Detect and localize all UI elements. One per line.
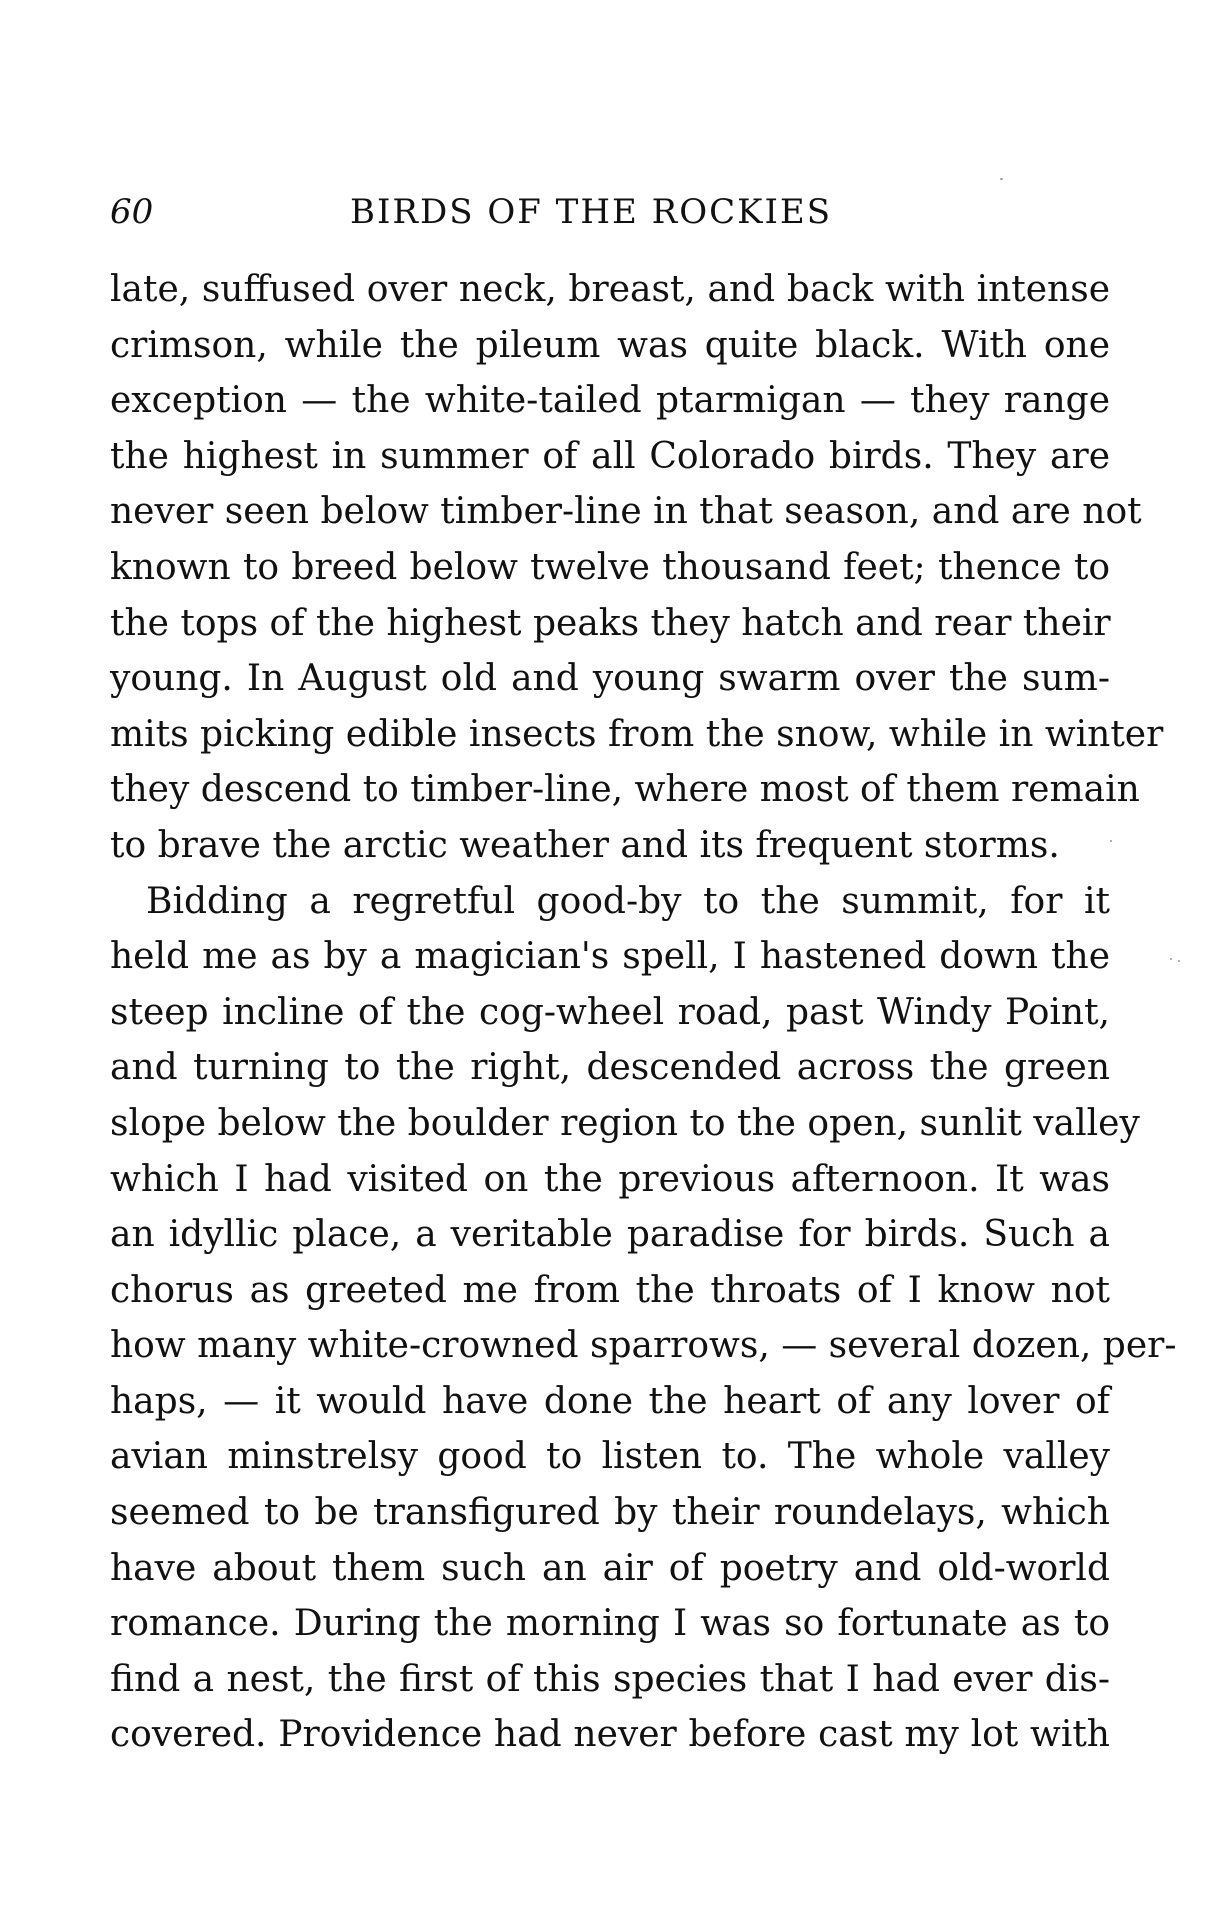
paragraph bbox=[110, 874, 1177, 1764]
text-line: exception — the white-tailed ptarmigan — they range bbox=[110, 380, 1110, 422]
text-line: avian minstrelsy good to listen to. The whole valley bbox=[110, 1436, 1110, 1478]
page-number: 60 bbox=[110, 192, 154, 232]
text-line: to brave the arctic weather and its frequent storms. bbox=[110, 824, 1060, 866]
text-line: an idyllic place, a veritable paradise for birds. Such a bbox=[110, 1214, 1110, 1256]
text-line: known to breed below twelve thousand feet; thence to bbox=[110, 546, 1110, 588]
text-line: the highest in summer of all Colorado birds. They are bbox=[110, 435, 1110, 477]
text-line: and turning to the right, descended across the green bbox=[110, 1047, 1110, 1089]
text-line: the tops of the highest peaks they hatch and rear their bbox=[110, 602, 1111, 644]
scan-speck bbox=[1178, 960, 1180, 962]
scan-speck bbox=[1170, 958, 1172, 960]
text-line: mits picking edible insects from the snow, while in winter bbox=[110, 713, 1164, 755]
text-line: crimson, while the pileum was quite black. With one bbox=[110, 324, 1110, 366]
text-line: haps, — it would have done the heart of any lover of bbox=[110, 1380, 1110, 1422]
text-line: they descend to timber-line, where most of them remain bbox=[110, 769, 1140, 811]
text-line: which I had visited on the previous afternoon. It was bbox=[110, 1158, 1110, 1200]
running-head: BIRDS OF THE ROCKIES bbox=[350, 192, 833, 232]
text-line: chorus as greeted me from the throats of I know not bbox=[110, 1269, 1110, 1311]
text-line: Bidding a regretful good-by to the summit, for it bbox=[146, 880, 1110, 922]
text-line: covered. Providence had never before cast my lot with bbox=[110, 1714, 1110, 1756]
text-line: seemed to be transfigured by their roundelays, which bbox=[110, 1492, 1110, 1534]
text-line: young. In August old and young swarm over the sum- bbox=[110, 658, 1110, 700]
text-line: slope below the boulder region to the open, sunlit valley bbox=[110, 1102, 1140, 1144]
paragraph bbox=[110, 262, 1164, 874]
scan-speck bbox=[1110, 840, 1112, 842]
scan-speck bbox=[1000, 178, 1003, 180]
text-line: steep incline of the cog-wheel road, past Windy Point, bbox=[110, 991, 1110, 1033]
page-header bbox=[110, 188, 1110, 236]
text-line: have about them such an air of poetry and old-world bbox=[110, 1547, 1110, 1589]
body-text bbox=[110, 262, 1177, 1763]
text-line: never seen below timber-line in that season, and are not bbox=[110, 491, 1142, 533]
text-line: late, suffused over neck, breast, and back with intense bbox=[110, 269, 1110, 310]
text-line: find a nest, the first of this species that I had ever dis- bbox=[110, 1658, 1110, 1700]
text-line: held me as by a magician's spell, I hastened down the bbox=[110, 936, 1110, 978]
text-line: romance. During the morning I was so fortunate as to bbox=[110, 1603, 1110, 1645]
text-line: how many white-crowned sparrows, — several dozen, per- bbox=[110, 1325, 1177, 1367]
